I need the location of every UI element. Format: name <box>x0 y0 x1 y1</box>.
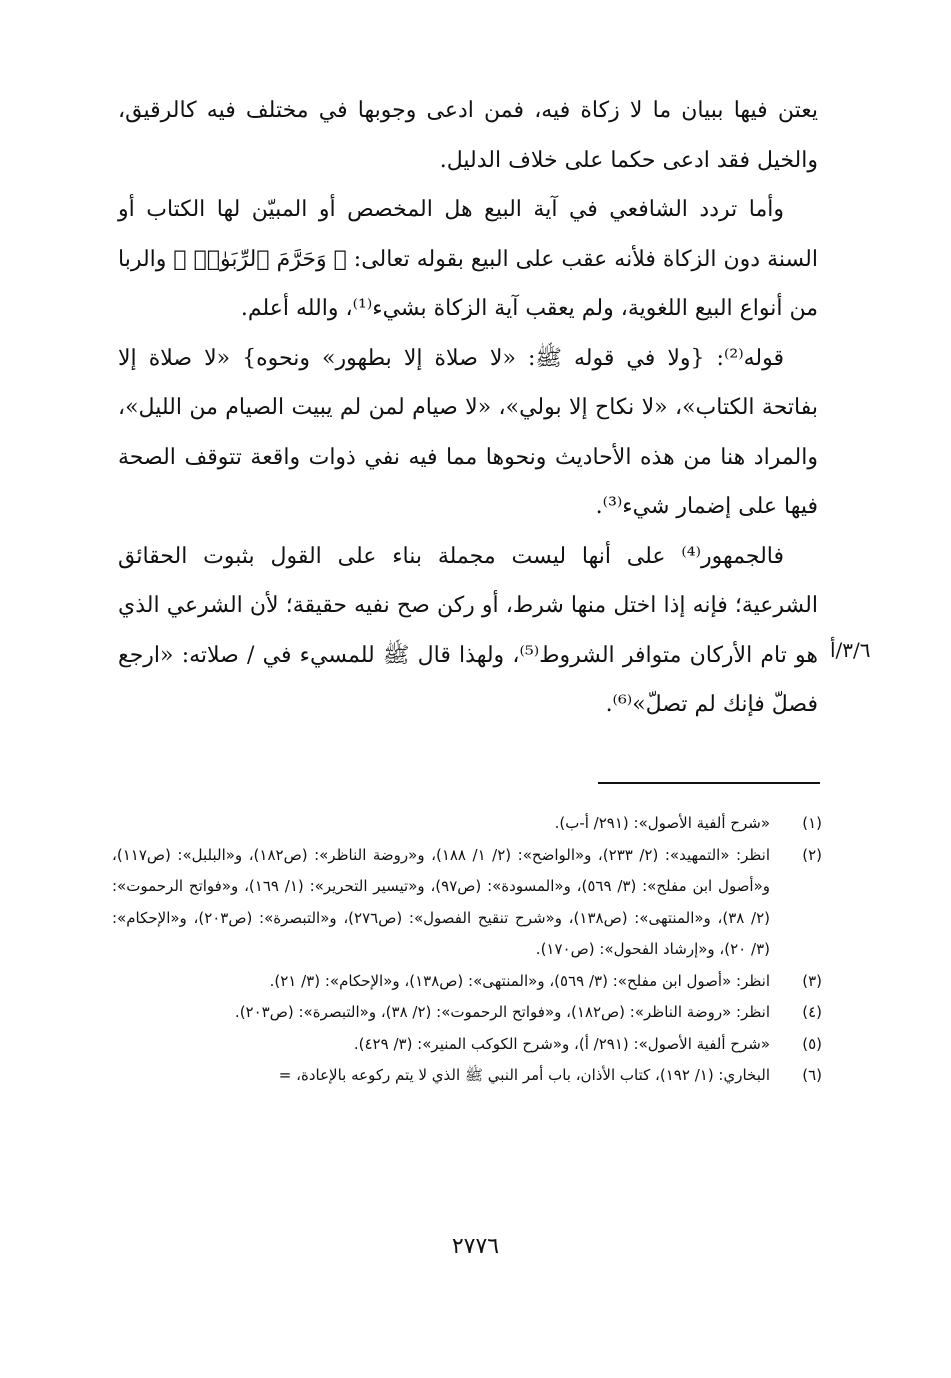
footnote-text: انظر: «التمهيد»: (٢/ ٢٣٣)، و«الواضح»: (٢/ ١/ ١٨٨)، و«روضة الناظر»: (ص١٨٢)، و«البلبل»: (ص١١٧)، و«أصول ابن مفلح»: (٣/ ٥٦٩)، و«المسودة»: (ص٩٧)، و«تيسير التحرير»: (١/ ١٦٩)، و«فواتح الرحموت»: (٢/ ٣٨)، و«المنتهى»: (ص١٣٨)، و«شرح تنقيح الفصول»: (ص٢٧٦)، و«التبصرة»: (ص٢٠٣)، و«الإحكام»: (٣/ ٢٠)، و«إرشاد الفحول»: (ص١٧٠). <box>112 845 771 958</box>
footnote-number: (١) <box>802 814 822 832</box>
footnote-number: (٢) <box>802 845 822 864</box>
manuscript-folio-reference: ٣/٦/أ <box>830 638 871 662</box>
footnote-separator <box>598 782 820 784</box>
footnote-number: (٦) <box>802 1066 822 1084</box>
footnote-number: (٣) <box>802 971 822 990</box>
paragraph-shafii: وأما تردد الشافعي في آية البيع هل المخصص أو المبيّن لها الكتاب أو السنة دون الزكاة فلأنه عقب على البيع بقوله تعالى: ﴿ وَحَرَّمَ ٱلرِّبَوٰا۟ ﴾ والربا من أنواع البيع اللغوية، ولم يعقب آية الزكاة بشيء⁽¹⁾، والله أعلم. <box>118 197 818 321</box>
footnote-5 <box>112 1029 822 1061</box>
paragraph-qawluh: قوله⁽²⁾: {ولا في قوله ﷺ: «لا صلاة إلا بطهور» ونحوه} «لا صلاة إلا بفاتحة الكتاب»، «لا نكاح إلا بولي»، «لا صيام لمن لم يبيت الصيام من الليل»، والمراد هنا من هذه الأحاديث ونحوها مما فيه نفي ذوات واقعة تتوقف الصحة فيها على إضمار شيء⁽³⁾. <box>118 345 818 519</box>
footnote-2 <box>112 840 822 966</box>
main-text-body <box>118 86 818 730</box>
footnote-text: «شرح ألفية الأصول»: (٢٩١/ أ)، و«شرح الكوكب المنير»: (٣/ ٤٢٩). <box>353 1034 770 1053</box>
footnote-text: البخاري: (١/ ١٩٢)، كتاب الأذان، باب أمر النبي ﷺ الذي لا يتم ركوعه بالإعادة، = <box>278 1066 770 1084</box>
footnote-6 <box>112 1060 822 1092</box>
paragraph-jumhur: فالجمهور⁽⁴⁾ على أنها ليست مجملة بناء على القول بثبوت الحقائق الشرعية؛ فإنه إذا اختل منها شرط، أو ركن صح نفيه حقيقة؛ لأن الشرعي الذي هو تام الأركان متوافر الشروط⁽⁵⁾، ولهذا قال ﷺ للمسيء في / صلاته: «ارجع فصلّ فإنك لم تصلّ»⁽⁶⁾. <box>118 543 819 717</box>
footnote-1 <box>112 808 822 840</box>
paragraph-continuation: يعتن فيها ببيان ما لا زكاة فيه، فمن ادعى وجوبها في مختلف فيه كالرقيق، والخيل فقد ادعى حكما على خلاف الدليل. <box>118 98 818 173</box>
footnote-4 <box>112 997 822 1029</box>
footnote-3 <box>112 966 822 998</box>
footnote-text: «شرح ألفية الأصول»: (٢٩١/ أ-ب). <box>554 814 770 832</box>
footnotes-section <box>112 808 822 1092</box>
page-number: ٢٧٧٦ <box>451 1234 500 1259</box>
footnote-text: انظر: «أصول ابن مفلح»: (٣/ ٥٦٩)، و«المنتهى»: (ص١٣٨)، و«الإحكام»: (٣/ ٢١). <box>269 971 770 990</box>
footnote-number: (٥) <box>802 1034 822 1053</box>
footnote-number: (٤) <box>802 1003 822 1021</box>
footnote-text: انظر: «روضة الناظر»: (ص١٨٢)، و«فواتح الرحموت»: (٢/ ٣٨)، و«التبصرة»: (ص٢٠٣). <box>234 1003 770 1021</box>
